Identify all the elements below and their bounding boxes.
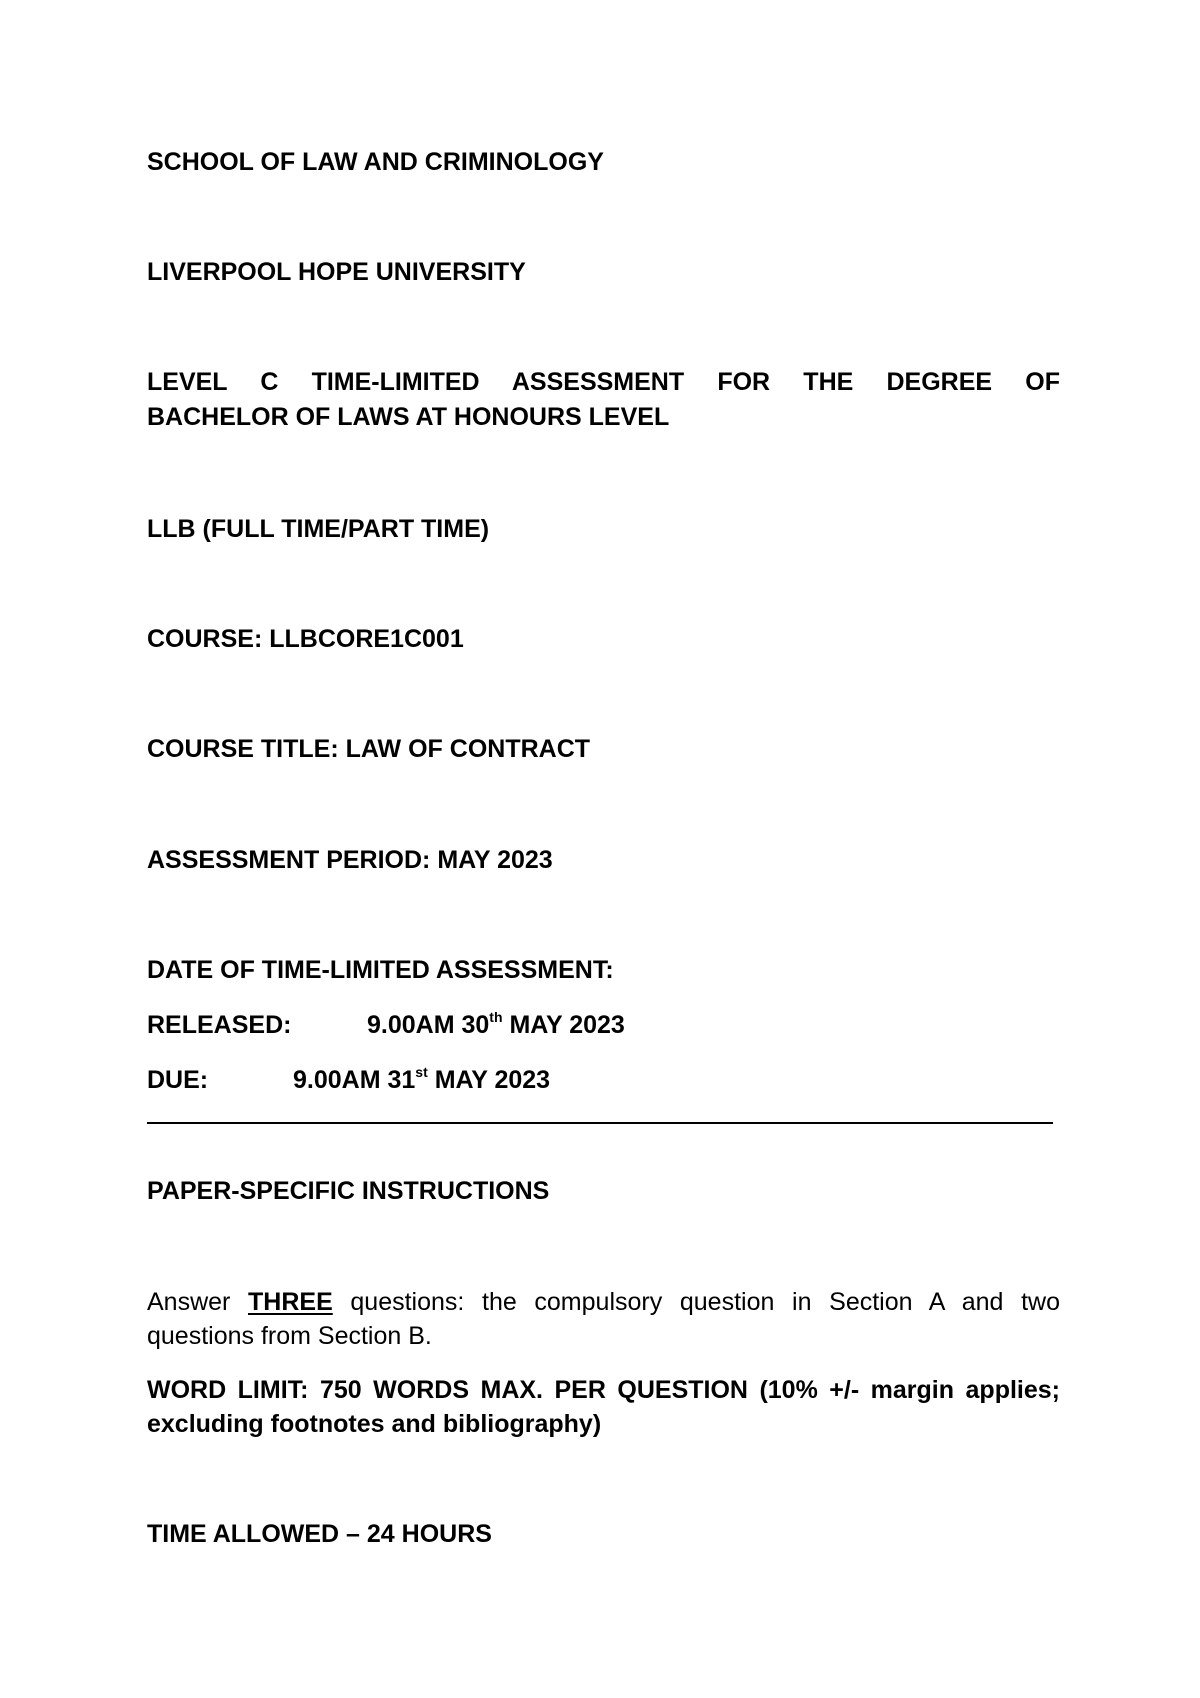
divider-rule bbox=[147, 1122, 1053, 1124]
answer-instruction bbox=[147, 1285, 1060, 1353]
due-time: 9.00AM 31 bbox=[293, 1066, 416, 1094]
assessment-level-line-2: BACHELOR OF LAWS AT HONOURS LEVEL bbox=[147, 403, 670, 431]
due-ordinal: st bbox=[415, 1063, 428, 1080]
released-time: 9.00AM 30 bbox=[367, 1011, 490, 1039]
school-name: SCHOOL OF LAW AND CRIMINOLOGY bbox=[147, 148, 604, 176]
released-label: RELEASED: bbox=[147, 1011, 292, 1039]
answer-post: questions: the compulsory question in Section A and two questions from Section B. bbox=[147, 1288, 1060, 1350]
university-name: LIVERPOOL HOPE UNIVERSITY bbox=[147, 258, 526, 286]
course-code: COURSE: LLBCORE1C001 bbox=[147, 625, 464, 653]
time-allowed: TIME ALLOWED – 24 HOURS bbox=[147, 1520, 492, 1548]
programme: LLB (FULL TIME/PART TIME) bbox=[147, 515, 490, 543]
due-line bbox=[147, 1063, 550, 1097]
due-label: DUE: bbox=[147, 1066, 209, 1094]
answer-count: THREE bbox=[248, 1288, 333, 1316]
released-line bbox=[147, 1008, 625, 1042]
due-month: MAY 2023 bbox=[427, 1066, 551, 1094]
date-heading: DATE OF TIME-LIMITED ASSESSMENT: bbox=[147, 956, 614, 984]
assessment-period: ASSESSMENT PERIOD: MAY 2023 bbox=[147, 846, 553, 874]
released-ordinal: th bbox=[489, 1008, 503, 1025]
released-month: MAY 2023 bbox=[502, 1011, 625, 1039]
course-title: COURSE TITLE: LAW OF CONTRACT bbox=[147, 735, 591, 763]
answer-pre: Answer bbox=[147, 1288, 249, 1316]
word-limit: WORD LIMIT: 750 WORDS MAX. PER QUESTION (10% +/- margin applies; excluding footnotes and bibliography) bbox=[147, 1376, 1060, 1438]
assessment-level-line-1: LEVEL C TIME-LIMITED ASSESSMENT FOR THE DEGREE OF bbox=[147, 368, 1060, 396]
instructions-heading: PAPER-SPECIFIC INSTRUCTIONS bbox=[147, 1177, 550, 1205]
